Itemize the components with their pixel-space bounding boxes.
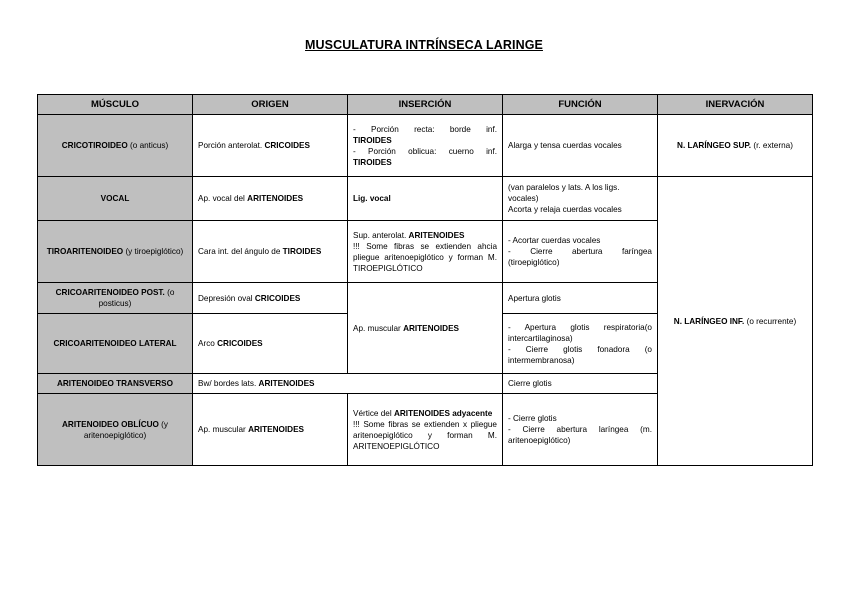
insercion-cell — [348, 115, 503, 177]
insercion-cell — [348, 394, 503, 466]
musculo-note: (y tiroepiglótico) — [123, 247, 184, 256]
insercion-cell — [348, 221, 503, 283]
musculo-cell — [38, 394, 193, 466]
origen-cell — [193, 115, 348, 177]
origen-bold: ARITENOIDES — [247, 194, 304, 203]
insercion-cell: Lig. vocal — [348, 177, 503, 221]
musculo-cell: CRICOARITENOIDEO LATERAL — [38, 314, 193, 374]
musculo-note: (y aritenoepiglótico) — [83, 419, 168, 440]
funcion-line: - Acortar cuerdas vocales — [508, 236, 601, 245]
musculo-note: (o anticus) — [127, 141, 169, 150]
origen-bold: CRICOIDES — [217, 339, 263, 348]
insercion-text: Vértice del — [353, 408, 394, 418]
origen-text: Porción anterolat. — [198, 141, 265, 150]
funcion-line: - Cierre abertura faríngea (tiroepiglótico) — [508, 247, 652, 267]
inervacion-bold: N. LARÍNGEO SUP. — [677, 141, 752, 150]
musculo-cell: VOCAL — [38, 177, 193, 221]
funcion-cell: Apertura glotis — [503, 283, 658, 314]
musculo-cell — [38, 115, 193, 177]
header-row — [38, 95, 813, 115]
insercion-note: !!! Some fibras se extienden x pliegue aritenoepiglótico y forman M. ARITENOEPIGLÓTICO — [353, 419, 497, 451]
origen-cell — [193, 314, 348, 374]
musculo-cell — [38, 221, 193, 283]
insercion-line: - Porción oblicua: cuerno inf. — [353, 146, 497, 156]
funcion-cell: Cierre glotis — [503, 374, 658, 394]
insercion-cell — [348, 283, 503, 374]
origen-bold: ARITENOIDES — [248, 425, 305, 434]
header-origen: ORIGEN — [193, 95, 348, 115]
muscle-table — [37, 94, 813, 466]
origen-cell — [193, 177, 348, 221]
insercion-line: TIROIDES — [353, 135, 392, 145]
funcion-line: - Cierre abertura laríngea (m. aritenoepiglótico) — [508, 425, 652, 445]
funcion-line: vocales) — [508, 194, 539, 203]
page-title: MUSCULATURA INTRÍNSECA LARINGE — [305, 38, 543, 52]
musculo-name: CRICOARITENOIDEO POST. — [55, 288, 165, 297]
table-row — [38, 177, 813, 221]
musculo-cell: ARITENOIDEO TRANSVERSO — [38, 374, 193, 394]
musculo-name: ARITENOIDEO OBLÍCUO — [62, 419, 159, 429]
funcion-line: Acorta y relaja cuerdas vocales — [508, 205, 622, 214]
funcion-line: - Cierre glotis fonadora (o intermembranosa) — [508, 344, 652, 365]
funcion-cell — [503, 314, 658, 374]
funcion-cell — [503, 221, 658, 283]
funcion-line: - Apertura glotis respiratoria(o intercartilaginosa) — [508, 322, 652, 343]
origen-bold: CRICOIDES — [254, 293, 301, 303]
inervacion-note: (r. externa) — [751, 141, 793, 150]
musculo-name: CRICOTIROIDEO — [61, 141, 128, 150]
header-inervacion: INERVACIÓN — [658, 95, 813, 115]
origen-bold: ARITENOIDES — [258, 379, 315, 388]
insercion-bold: ARITENOIDES — [408, 230, 465, 240]
funcion-cell — [503, 394, 658, 466]
origen-bold: CRICOIDES — [264, 141, 310, 150]
musculo-cell — [38, 283, 193, 314]
inervacion-cell — [658, 177, 813, 466]
origen-bold: TIROIDES — [282, 247, 322, 256]
funcion-cell — [503, 177, 658, 221]
origen-text: Bw/ bordes lats. — [198, 379, 259, 388]
table-row — [38, 115, 813, 177]
header-insercion: INSERCIÓN — [348, 95, 503, 115]
funcion-line: (van paralelos y lats. A los ligs. — [508, 183, 620, 192]
header-funcion: FUNCIÓN — [503, 95, 658, 115]
insercion-bold: ARITENOIDES — [403, 323, 460, 333]
musculo-note: (o posticus) — [98, 288, 175, 308]
insercion-line: - Porción recta: borde inf. — [353, 124, 497, 134]
origen-cell — [193, 374, 503, 394]
origen-cell — [193, 283, 348, 314]
insercion-note: !!! Some fibras se extienden ahcia pliegue aritenoepiglótico y forman M. TIROEPIGLÓTICO — [353, 241, 497, 273]
inervacion-cell — [658, 115, 813, 177]
header-musculo: MÚSCULO — [38, 95, 193, 115]
insercion-bold: ARITENOIDES adyacente — [393, 408, 493, 418]
origen-cell — [193, 394, 348, 466]
funcion-line: - Cierre glotis — [508, 414, 557, 423]
origen-text: Ap. vocal del — [198, 194, 248, 203]
insercion-line: TIROIDES — [353, 157, 392, 167]
inervacion-bold: N. LARÍNGEO INF. — [673, 316, 745, 326]
origen-text: Ap. muscular — [198, 425, 249, 434]
insercion-text: Sup. anterolat. — [353, 230, 409, 240]
funcion-cell: Alarga y tensa cuerdas vocales — [503, 115, 658, 177]
origen-text: Cara int. del ángulo de — [198, 247, 283, 256]
origen-cell — [193, 221, 348, 283]
inervacion-note: (o recurrente) — [744, 316, 797, 326]
origen-text: Depresión oval — [198, 293, 255, 303]
musculo-name: TIROARITENOIDEO — [46, 247, 124, 256]
insercion-text: Ap. muscular — [353, 323, 404, 333]
origen-text: Arco — [198, 339, 218, 348]
